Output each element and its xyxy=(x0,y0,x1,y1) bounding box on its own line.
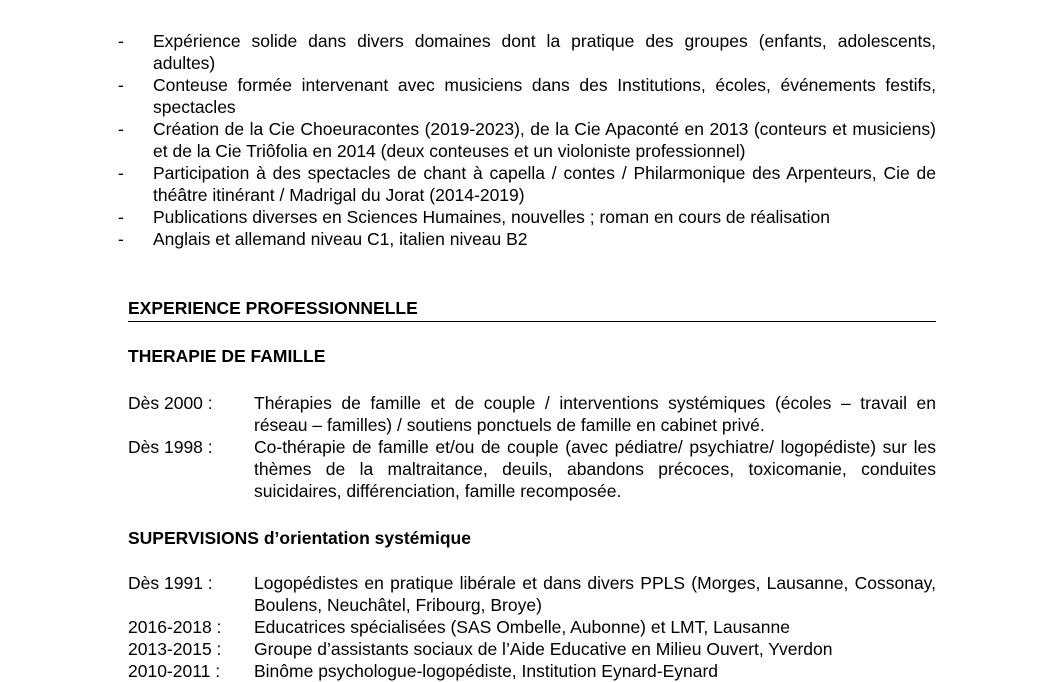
subheading-therapie: THERAPIE DE FAMILLE xyxy=(128,346,326,366)
bullet-item xyxy=(118,118,936,162)
entry-date: 2013-2015 : xyxy=(128,639,222,659)
entry-text: Groupe d’assistants sociaux de l’Aide Educative en Milieu Ouvert, Yverdon xyxy=(254,639,833,659)
entry-date: Dès 2000 : xyxy=(128,393,213,413)
entry-text: Binôme psychologue-logopédiste, Institution Eynard-Eynard xyxy=(254,661,719,681)
bullet-item xyxy=(118,162,936,206)
supervision-entry xyxy=(128,638,936,660)
supervision-entry xyxy=(128,616,936,638)
bullet-dash: - xyxy=(118,119,124,139)
supervision-entry xyxy=(128,572,936,616)
bullet-text: Anglais et allemand niveau C1, italien niveau B2 xyxy=(153,229,528,249)
supervision-entry xyxy=(128,660,936,682)
therapie-entry xyxy=(128,436,936,502)
bullet-item xyxy=(118,30,936,74)
bullet-item xyxy=(118,206,936,228)
supervisions-entries xyxy=(128,572,936,682)
entry-date: 2010-2011 : xyxy=(128,661,221,681)
bullet-text: Participation à des spectacles de chant à capella / contes / Philarmonique des Arpenteurs, Cie de théâtre itinérant / Madrigal du Jorat (2014-2019) xyxy=(153,163,936,205)
therapie-entries xyxy=(128,392,936,502)
bullet-dash: - xyxy=(118,229,124,249)
bullet-dash: - xyxy=(118,207,124,227)
subheading-supervisions: SUPERVISIONS d’orientation systémique xyxy=(128,528,471,548)
entry-text: Logopédistes en pratique libérale et dans divers PPLS (Morges, Lausanne, Cossonay, Boulens, Neuchâtel, Fribourg, Broye) xyxy=(254,573,936,615)
entry-text: Educatrices spécialisées (SAS Ombelle, Aubonne) et LMT, Lausanne xyxy=(254,617,790,637)
bullet-dash: - xyxy=(118,75,124,95)
bullet-dash: - xyxy=(118,163,124,183)
bullet-dash: - xyxy=(118,31,124,51)
bullet-item xyxy=(118,228,936,250)
skills-bullet-list xyxy=(118,30,936,250)
section-heading-experience: EXPERIENCE PROFESSIONNELLE xyxy=(128,297,936,322)
bullet-text: Publications diverses en Sciences Humaines, nouvelles ; roman en cours de réalisation xyxy=(153,207,831,227)
entry-date: 2016-2018 : xyxy=(128,617,222,637)
entry-text: Co-thérapie de famille et/ou de couple (avec pédiatre/ psychiatre/ logopédiste) sur les thèmes de la maltraitance, deuils, abandons précoces, toxicomanie, conduites suicidaires, différenciation, famille recomposée. xyxy=(254,437,936,501)
bullet-text: Conteuse formée intervenant avec musiciens dans des Institutions, écoles, événements festifs, spectacles xyxy=(153,75,936,117)
bullet-text: Expérience solide dans divers domaines dont la pratique des groupes (enfants, adolescents, adultes) xyxy=(153,31,936,73)
bullet-text: Création de la Cie Choeuracontes (2019-2023), de la Cie Apaconté en 2013 (conteurs et musiciens) et de la Cie Triôfolia en 2014 (deux conteuses et un violoniste professionnel) xyxy=(153,119,936,161)
therapie-entry xyxy=(128,392,936,436)
entry-text: Thérapies de famille et de couple / interventions systémiques (écoles – travail en réseau – familles) / soutiens ponctuels de famille en cabinet privé. xyxy=(254,393,936,435)
bullet-item xyxy=(118,74,936,118)
entry-date: Dès 1991 : xyxy=(128,573,213,593)
entry-date: Dès 1998 : xyxy=(128,437,213,457)
